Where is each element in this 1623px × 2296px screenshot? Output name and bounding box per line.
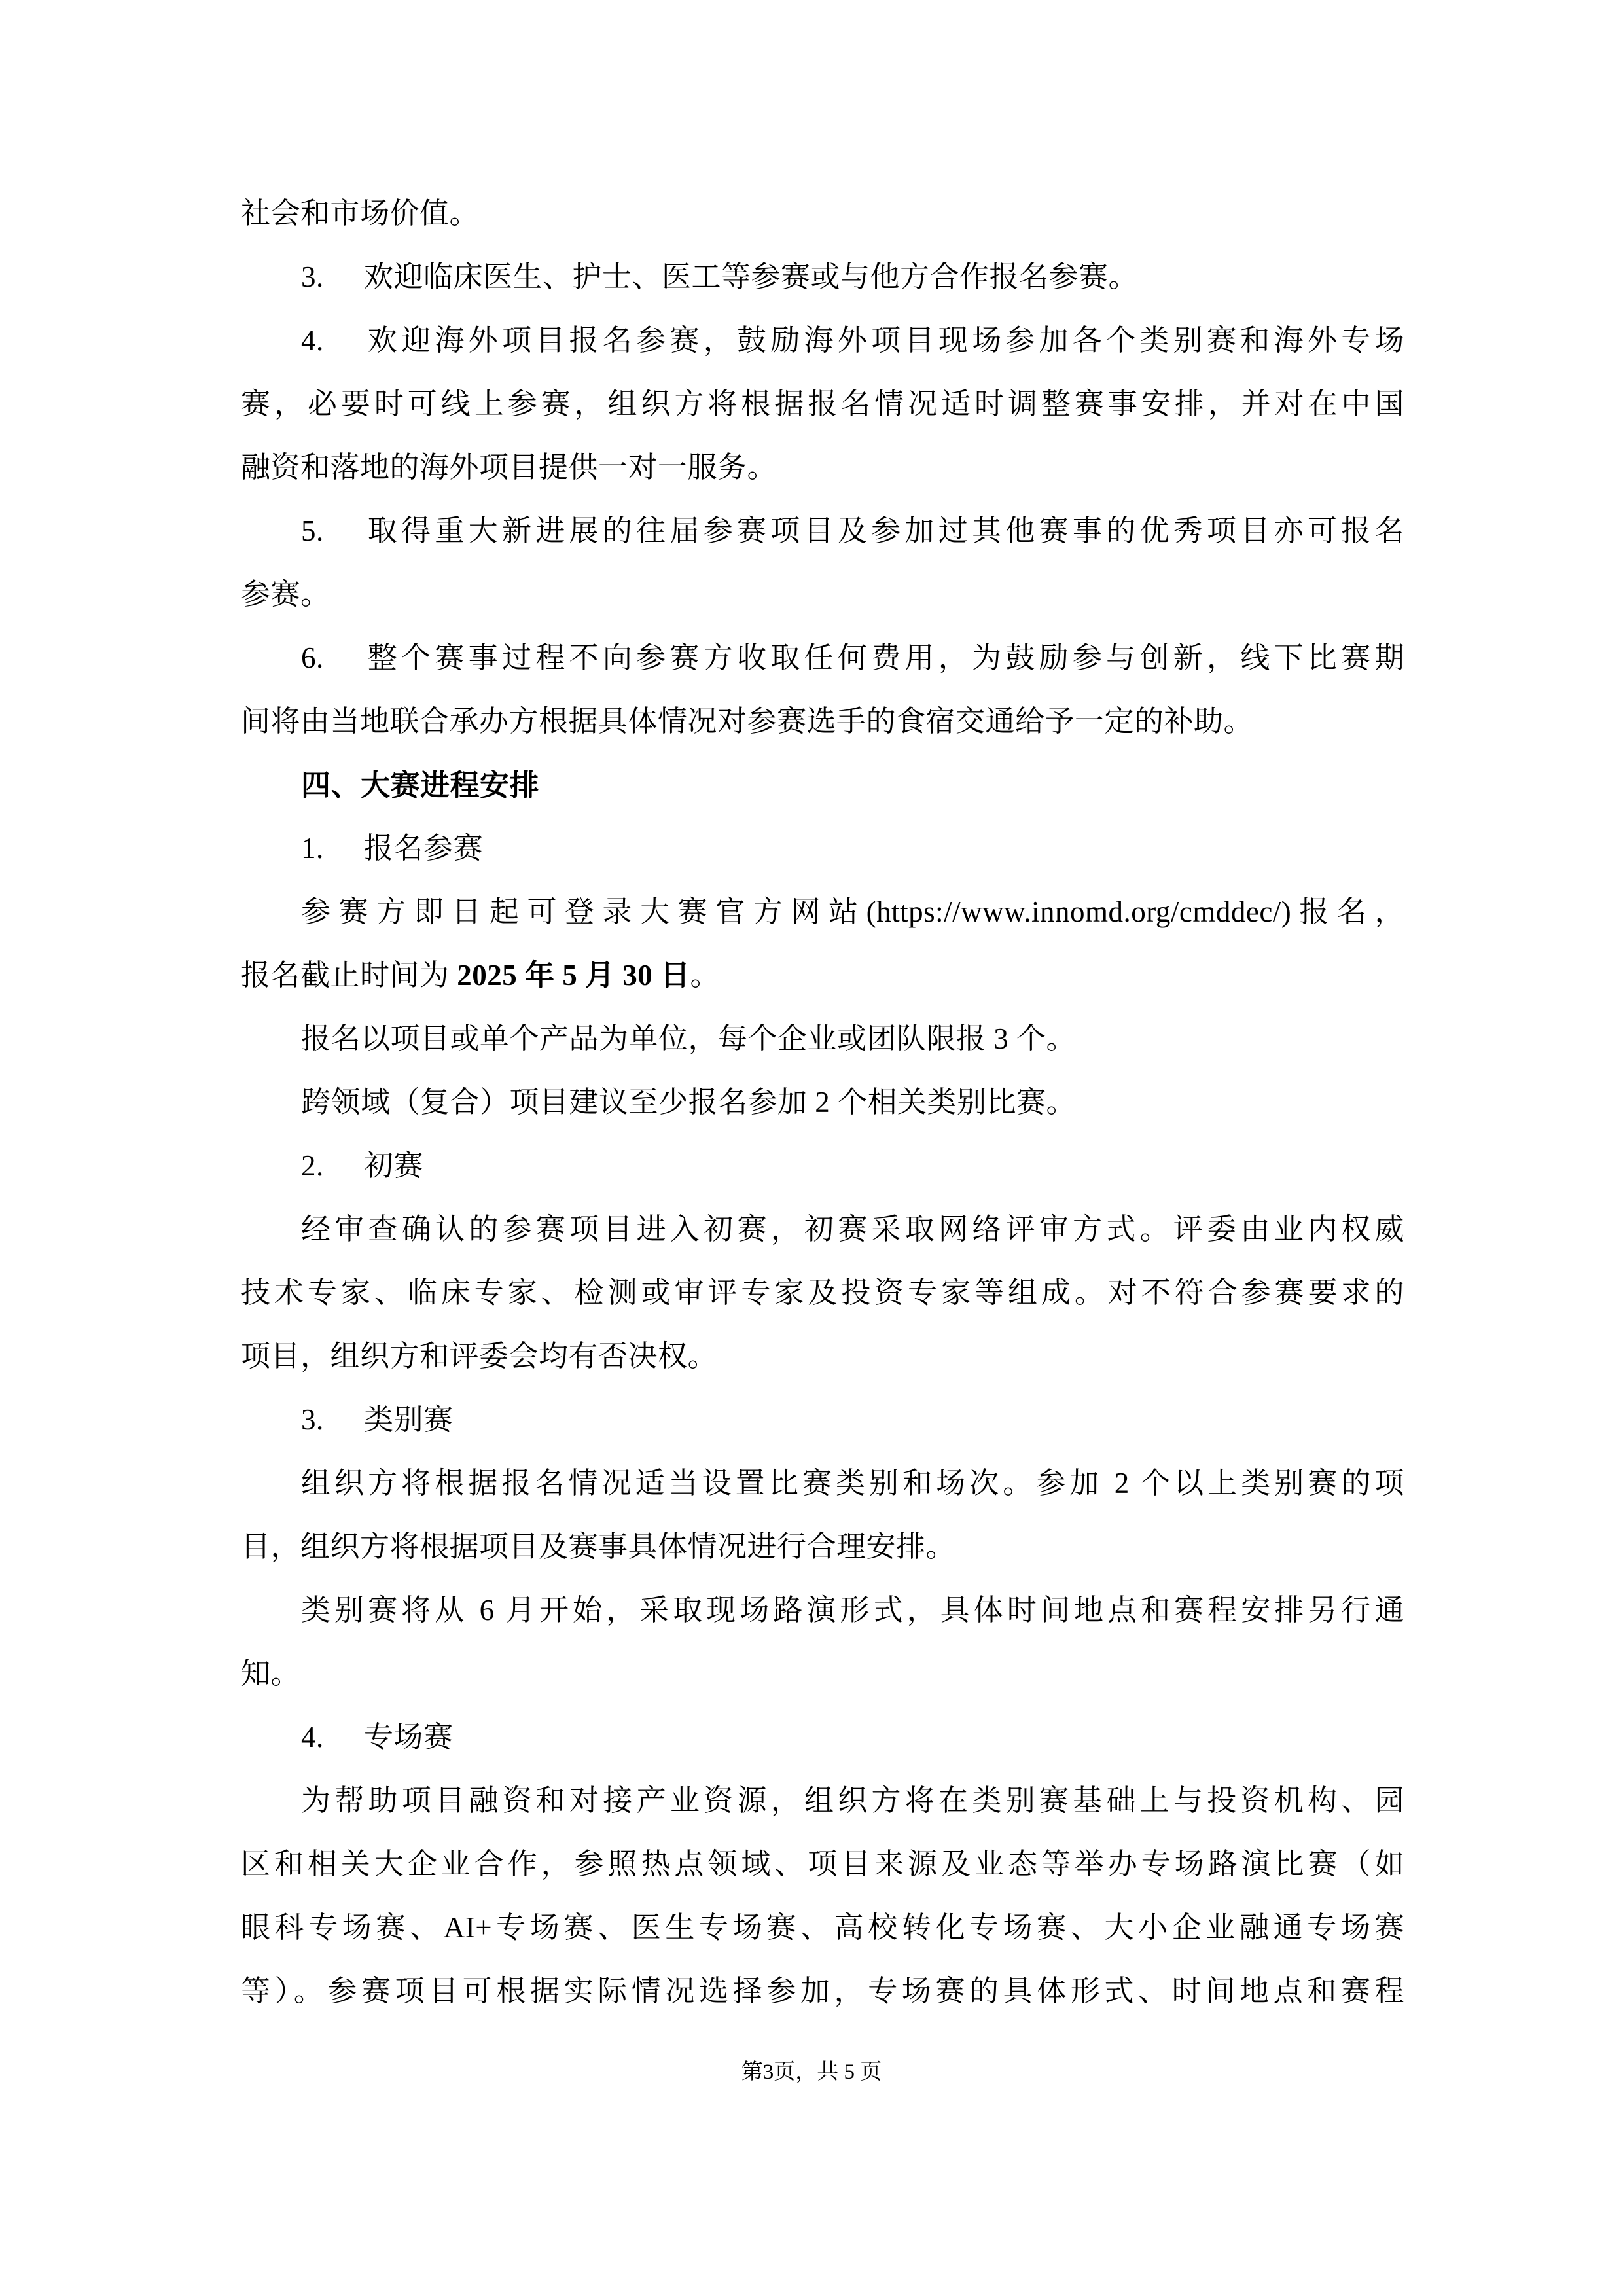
text-line bbox=[241, 1960, 1404, 2023]
text-line bbox=[241, 1452, 1404, 1515]
text-run: 区和相关大企业合作，参照热点领域、项目来源及业态等举办专场路演比赛（如 bbox=[241, 1848, 1404, 1880]
section-heading bbox=[241, 753, 1404, 817]
text-run: 取得重大新进展的往届参赛项目及参加过其他赛事的优秀项目亦可报名 bbox=[364, 514, 1404, 547]
text-run: 组织方将根据报名情况适当设置比赛类别和场次。参加 2 个以上类别赛的项 bbox=[301, 1467, 1404, 1499]
text-run: 参赛方即日起可登录大赛官方网站(https://www.innomd.org/cmddec/)报名， bbox=[301, 895, 1404, 928]
text-run: 融资和落地的海外项目提供一对一服务。 bbox=[241, 451, 777, 484]
text-line bbox=[241, 1134, 1404, 1198]
page-footer bbox=[0, 2041, 1623, 2104]
text-line bbox=[241, 880, 1404, 944]
text-line bbox=[241, 436, 1404, 499]
text-run: 技术专家、临床专家、检测或审评专家及投资专家等组成。对不符合参赛要求的 bbox=[241, 1276, 1404, 1309]
text-run: 等）。参赛项目可根据实际情况选择参加，专场赛的具体形式、时间地点和赛程 bbox=[241, 1975, 1404, 2007]
bold-text-run: 2025 年 5 月 30 日 bbox=[457, 959, 690, 992]
text-line bbox=[241, 1642, 1404, 1706]
text-line bbox=[241, 817, 1404, 880]
text-run: 眼科专场赛、AI+专场赛、医生专场赛、高校转化专场赛、大小企业融通专场赛 bbox=[241, 1911, 1404, 1944]
text-run: 。 bbox=[690, 959, 721, 992]
text-run: 整个赛事过程不向参赛方收取任何费用，为鼓励参与创新，线下比赛期 bbox=[364, 641, 1404, 674]
text-run: 报名以项目或单个产品为单位，每个企业或团队限报 3 个。 bbox=[301, 1022, 1077, 1055]
text-run: 初赛 bbox=[364, 1149, 424, 1182]
text-line bbox=[241, 1325, 1404, 1388]
text-run: 专场赛 bbox=[364, 1721, 454, 1753]
list-number: 3. bbox=[301, 1403, 324, 1436]
text-run: 四、大赛进程安排 bbox=[301, 768, 540, 802]
text-run: 参赛。 bbox=[241, 578, 330, 611]
text-run: 欢迎临床医生、护士、医工等参赛或与他方合作报名参赛。 bbox=[364, 260, 1139, 293]
text-line bbox=[241, 245, 1404, 309]
list-number: 5. bbox=[301, 514, 324, 547]
text-line bbox=[241, 1007, 1404, 1071]
text-run: 报名截止时间为 bbox=[241, 959, 457, 992]
text-line bbox=[241, 690, 1404, 753]
text-line bbox=[241, 372, 1404, 436]
text-run: 为帮助项目融资和对接产业资源，组织方将在类别赛基础上与投资机构、园 bbox=[301, 1784, 1404, 1817]
text-line bbox=[241, 1769, 1404, 1833]
text-line bbox=[241, 1515, 1404, 1579]
text-run: 经审查确认的参赛项目进入初赛，初赛采取网络评审方式。评委由业内权威 bbox=[301, 1213, 1404, 1246]
text-line bbox=[241, 499, 1404, 563]
text-line bbox=[241, 1833, 1404, 1896]
text-line bbox=[241, 1198, 1404, 1261]
text-line bbox=[241, 182, 1404, 245]
text-line bbox=[241, 1261, 1404, 1325]
list-number: 4. bbox=[301, 1721, 324, 1753]
text-run: 间将由当地联合承办方根据具体情况对参赛选手的食宿交通给予一定的补助。 bbox=[241, 705, 1254, 738]
text-line bbox=[241, 626, 1404, 690]
page-number: 第3页，共 5 页 bbox=[741, 2060, 882, 2084]
text-run: 跨领域（复合）项目建议至少报名参加 2 个相关类别比赛。 bbox=[301, 1086, 1077, 1119]
list-number: 4. bbox=[301, 324, 324, 357]
list-number: 3. bbox=[301, 260, 324, 293]
text-line bbox=[241, 1896, 1404, 1960]
text-run: 目，组织方将根据项目及赛事具体情况进行合理安排。 bbox=[241, 1530, 956, 1563]
text-run: 类别赛 bbox=[364, 1403, 454, 1436]
text-line bbox=[241, 1579, 1404, 1642]
text-line bbox=[241, 1071, 1404, 1134]
text-run: 报名参赛 bbox=[364, 832, 484, 865]
text-run: 社会和市场价值。 bbox=[241, 197, 480, 230]
text-run: 类别赛将从 6 月开始，采取现场路演形式，具体时间地点和赛程安排另行通 bbox=[301, 1594, 1404, 1626]
text-line bbox=[241, 1388, 1404, 1452]
list-number: 6. bbox=[301, 641, 324, 674]
document-body bbox=[241, 182, 1404, 2023]
text-line bbox=[241, 309, 1404, 372]
text-run: 项目，组织方和评委会均有否决权。 bbox=[241, 1340, 718, 1372]
list-number: 2. bbox=[301, 1149, 324, 1182]
text-run: 赛，必要时可线上参赛，组织方将根据报名情况适时调整赛事安排，并对在中国 bbox=[241, 387, 1404, 420]
text-line bbox=[241, 944, 1404, 1007]
text-run: 欢迎海外项目报名参赛，鼓励海外项目现场参加各个类别赛和海外专场 bbox=[364, 324, 1404, 357]
list-number: 1. bbox=[301, 832, 324, 865]
text-line bbox=[241, 1706, 1404, 1769]
text-run: 知。 bbox=[241, 1657, 301, 1690]
text-line bbox=[241, 563, 1404, 626]
